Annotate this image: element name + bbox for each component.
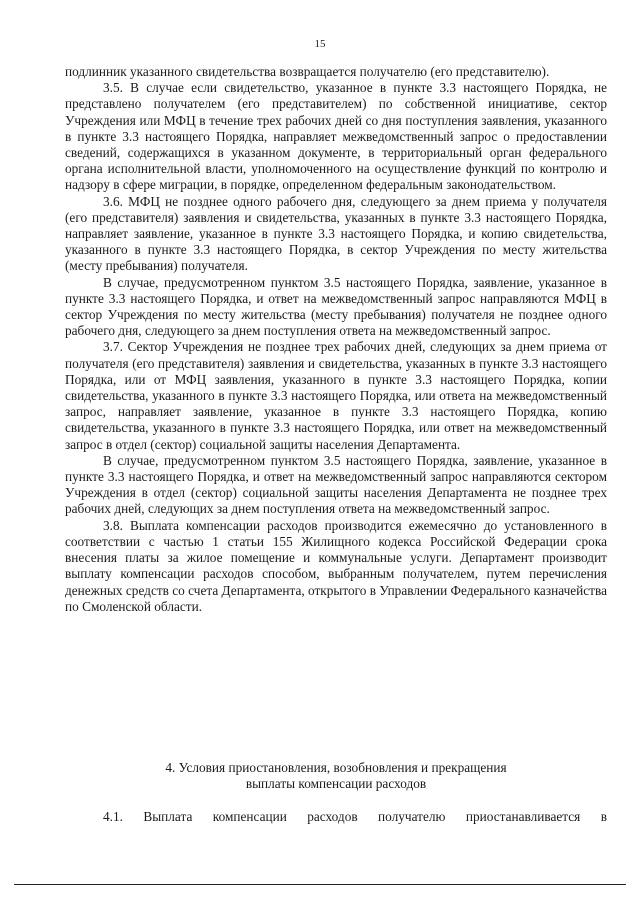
page-number: 15 xyxy=(314,38,326,50)
paragraph-4-1: 4.1. Выплата компенсации расходов получателю приостанавливается в xyxy=(103,809,607,824)
paragraph-3-7-case: В случае, предусмотренном пунктом 3.5 настоящего Порядка, заявление, указанное в пункте 3.3 настоящего Порядка, и ответ на межведомственный запрос направляются сектором Учреждения в отдел (сектор) социальной защиты населения Департамента не позднее трех рабочих дней, следующих за днем поступления ответа на межведомственный запрос. xyxy=(65,452,607,517)
paragraph-3-8: 3.8. Выплата компенсации расходов производится ежемесячно до установленного в соответствии с частью 1 статьи 155 Жилищного кодекса Российской Федерации срока внесения платы за жилое помещение и коммунальные услуги. Департамент производит выплату компенсации расходов способом, выбранным получателем, путем перечисления денежных средств со счета Департамента, открытого в Управлении Федерального казначейства по Смоленской области. xyxy=(65,517,607,614)
paragraph-3-6-case: В случае, предусмотренном пунктом 3.5 настоящего Порядка, заявление, указанное в пункте 3.3 настоящего Порядка, и ответ на межведомственный запрос направляются МФЦ в сектор Учреждения по месту жительства (месту пребывания) получателя не позднее одного рабочего дня, следующего за днем поступления ответа на межведомственный запрос. xyxy=(65,274,607,339)
paragraph-continuation: подлинник указанного свидетельства возвращается получателю (его представителю). xyxy=(65,64,550,79)
section-heading-line-2: выплаты компенсации расходов xyxy=(245,776,427,792)
paragraph-3-5: 3.5. В случае если свидетельство, указанное в пункте 3.3 настоящего Порядка, не представлено получателем (его представителем) по собственной инициативе, сектор Учреждения или МФЦ в течение трех рабочих дней со дня поступления заявления, указанного в пункте 3.3 настоящего Порядка, направляет межведомственный запрос о предоставлении сведений, содержащихся в указанном документе, в территориальный орган федерального органа исполнительной власти, уполномоченного на осуществление функций по контролю и надзору в сфере миграции, в порядке, определенном федеральным законодательством. xyxy=(65,80,607,193)
document-body xyxy=(65,64,607,615)
paragraph-3-7: 3.7. Сектор Учреждения не позднее трех рабочих дней, следующих за днем приема от получателя (его представителя) заявления и свидетельства, указанных в пункте 3.3 настоящего Порядка, или от МФЦ заявления, указанного в пункте 3.3 настоящего Порядка, копии свидетельства, указанного в пункте 3.3 настоящего Порядка, или ответа на межведомственный запрос, направляет заявление, указанное в пункте 3.3 настоящего Порядка, копию свидетельства, указанного в пункте 3.3 настоящего Порядка, или ответ на межведомственный запрос в отдел (сектор) социальной защиты населения Департамента. xyxy=(65,339,607,452)
section-heading-line-1: 4. Условия приостановления, возобновления и прекращения xyxy=(165,760,507,775)
page-bottom-rule xyxy=(14,884,626,885)
section-heading xyxy=(65,760,607,792)
paragraph-3-6: 3.6. МФЦ не позднее одного рабочего дня, следующего за днем приема у получателя (его представителя) заявления и свидетельства, указанных в пункте 3.3 настоящего Порядка, направляет заявление, указанное в пункте 3.3 настоящего Порядка, и копию свидетельства, указанного в пункте 3.3 настоящего Порядка, в сектор Учреждения по месту жительства (месту пребывания) получателя. xyxy=(65,193,607,274)
